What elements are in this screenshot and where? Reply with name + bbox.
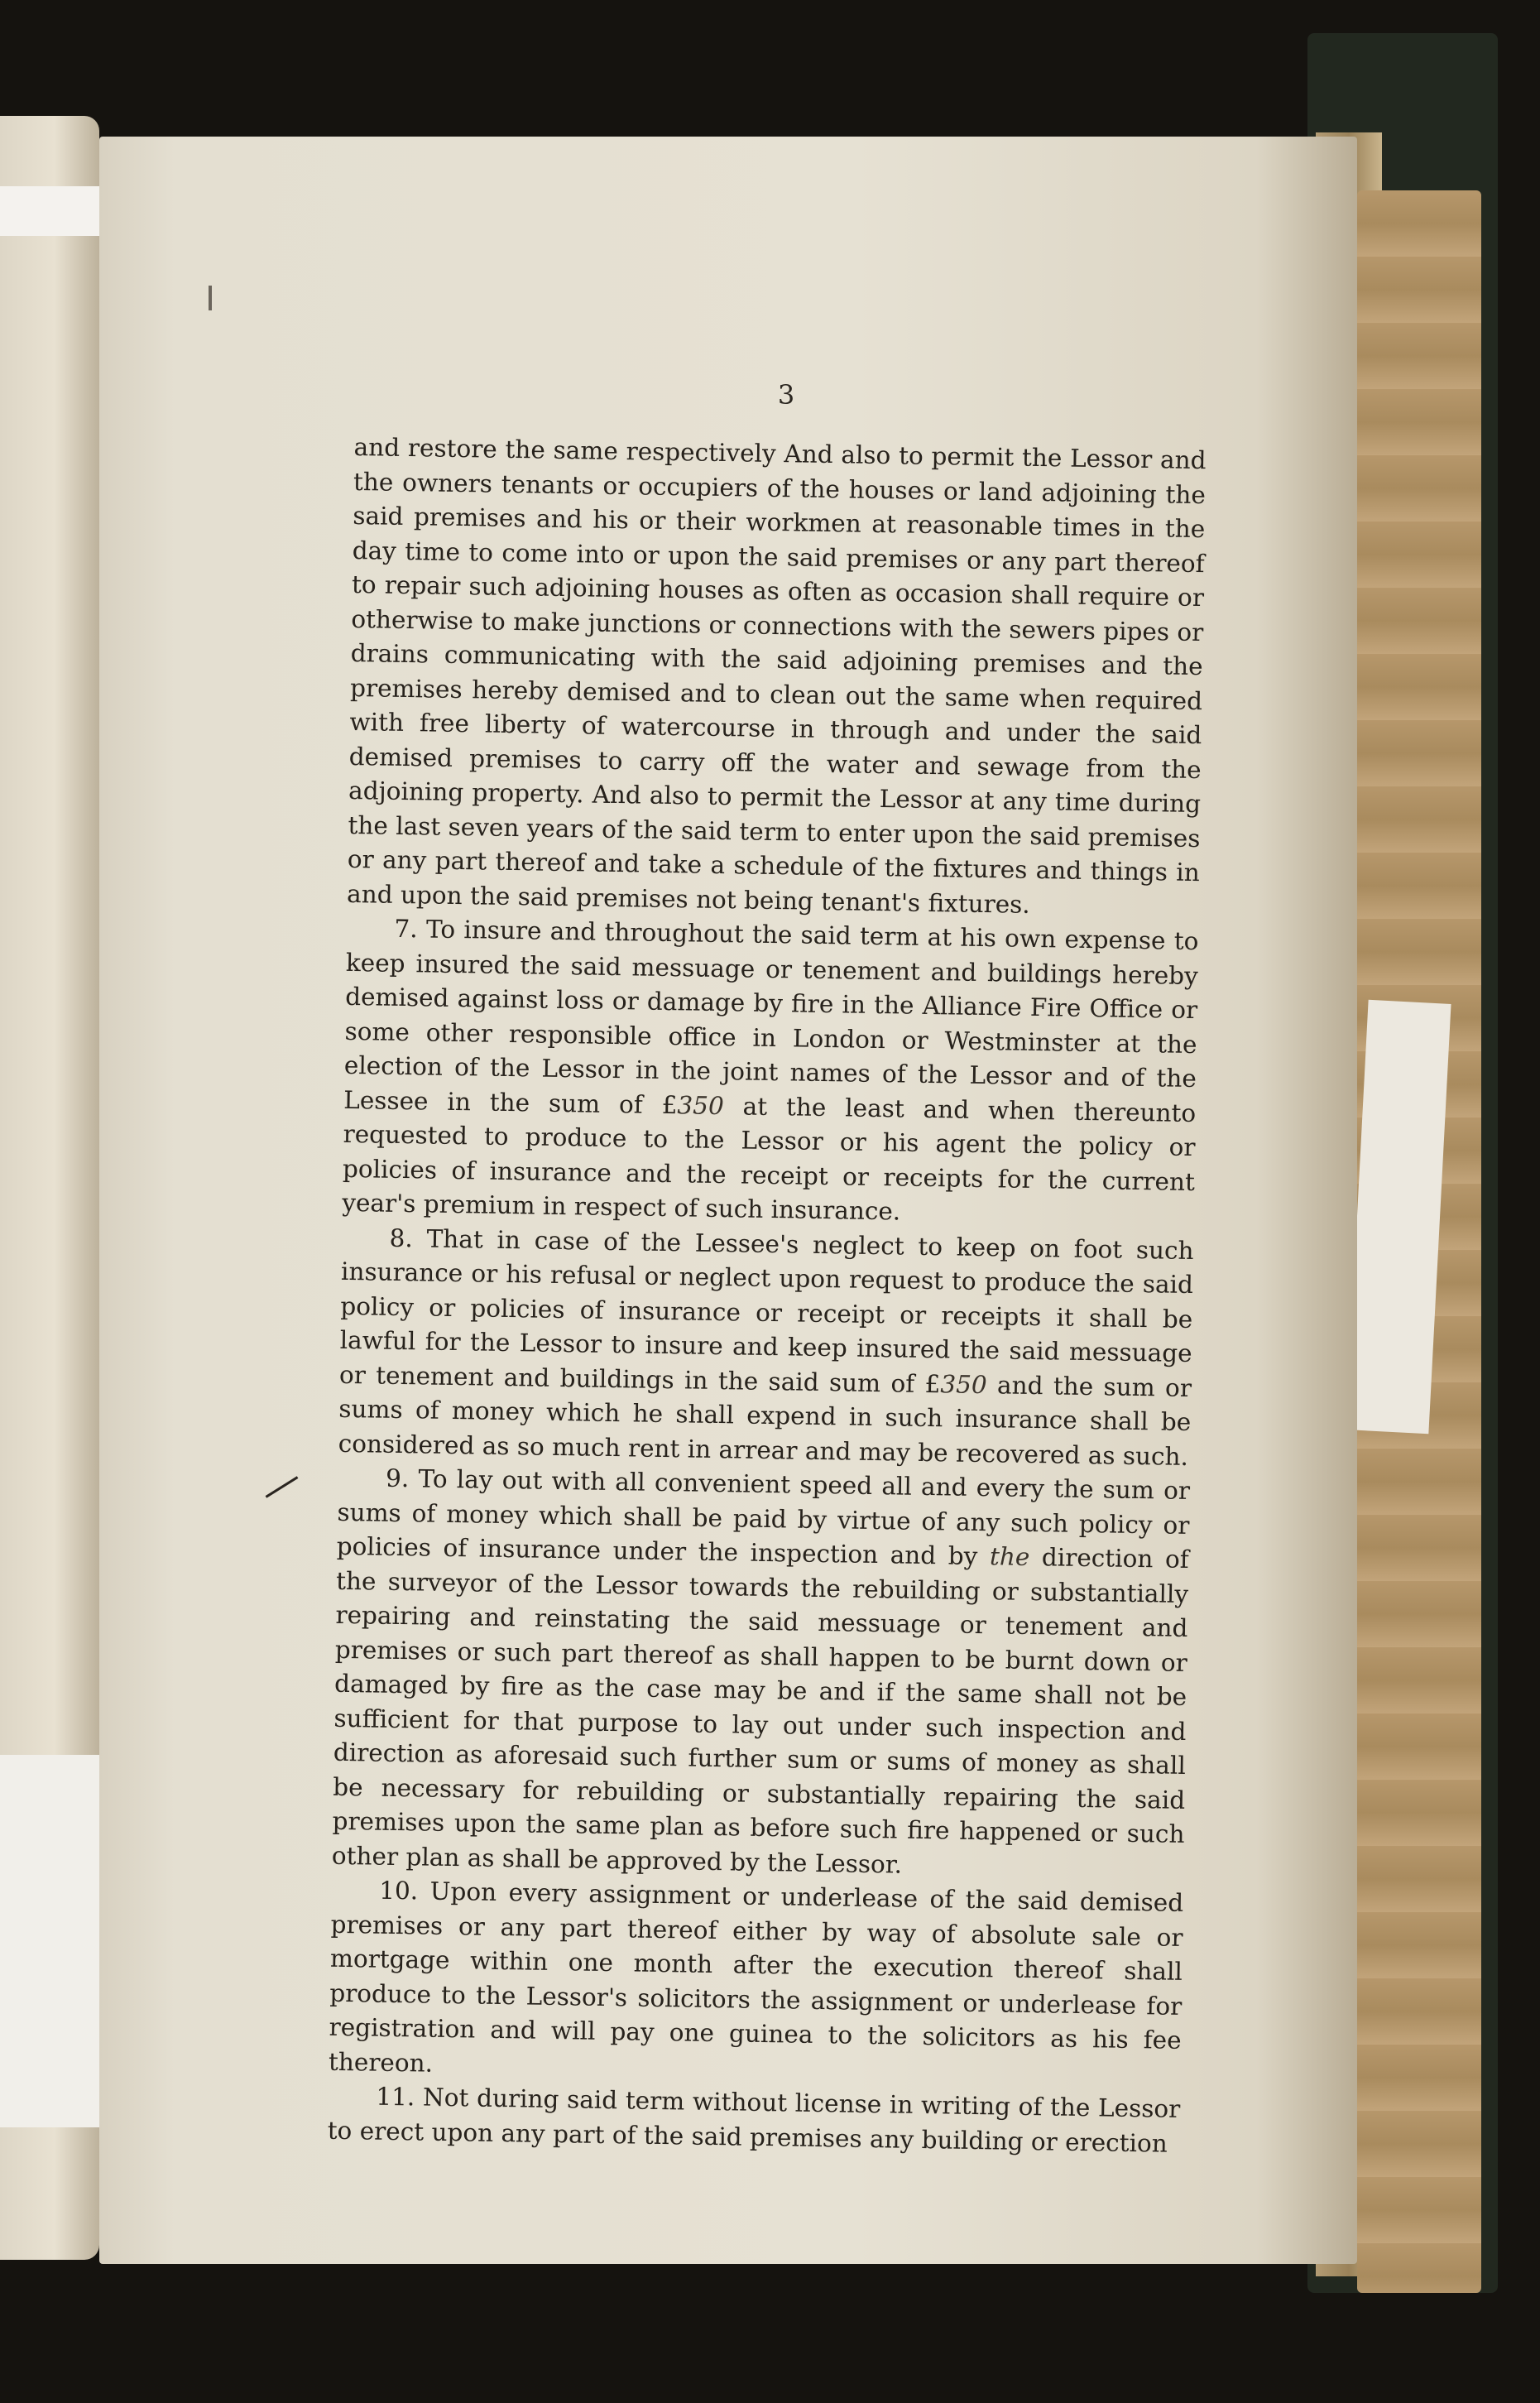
page-corner-mark [209,286,212,310]
page-number: 3 [777,379,795,411]
paragraph-10: 10. Upon every assignment or underlease of the said demised premises or any part thereof either by way of absolute sale or mortgage within one month after the execution thereof shall produce to the Lessor's solicitors the assignment or underlease for registration and will pay one guinea to the solicitors as his fee thereon. [328,1876,1184,2078]
handwritten-insertion: the [989,1542,1030,1571]
paragraph-7 [342,911,1199,1234]
handwritten-amount: 350 [677,1090,725,1120]
left-paper-tab-bottom [0,1755,103,2127]
paragraph-continued: and restore the same respectively And also to permit the Lessor and the owners tenants or occupiers of the houses or land adjoining the said premises and his or their workmen at reasonable times in the day time to come into or upon the said premises or any part thereof to repair such adjoining houses as often as occasion shall require or otherwise to make junctions or connections with the sewers pipes or drains communicating with the said adjoining premises and the premises hereby demised and to clean out the same when required with free liberty of watercourse in through and under the said demised premises to carry off the water and sewage from the adjoining property. And also to permit the Lessor at any time during the last seven years of the said term to enter upon the said premises or any part thereof and take a schedule of the fixtures and things in and upon the said premises not being tenant's fixtures. [346,432,1207,919]
paragraph-8 [338,1220,1193,1474]
paragraph-8-text-a: 8. That in case of the Lessee's neglect to keep on foot such insurance or his refusal or neglect upon request to produce the said policy or policies of insurance or receipt or receipts it shall be lawful for the Lessor to insure and keep insured the said messuage or tenement and buildings in the said sum of £ [338,1223,1194,1398]
paragraph-9 [332,1461,1191,1886]
left-paper-tab-top [0,186,103,236]
paragraph-11: 11. Not during said term without license in writing of the Lessor to erect upon any part of the said premises any building or erection [327,2082,1181,2158]
paragraph-7-text-a: 7. To insure and throughout the said term at his own expense to keep insured the said messuage or tenement and buildings hereby demised against loss or damage by fire in the Alliance Fire Office or some other responsible office in London or Westminster at the election of the Lessor in the joint names of the Lessor and of the Lessee in the sum of £ [343,914,1199,1119]
paragraph-9-text-a: 9. To lay out with all convenient speed all and every the sum or sums of money which shall be paid by virtue of any such policy or policies of insurance under the inspection and by [336,1463,1191,1571]
lease-text [327,430,1206,2161]
paragraph-8-text-b: and the sum or sums of money which he shall expend in such insurance shall be considered as so much rent in arrear and may be recovered as such. [338,1370,1192,1471]
paragraph-9-text-b: direction of the surveyor of the Lessor towards the rebuilding or substantially repairing and reinstating the said messuage or tenement and premises or such part thereof as shall happen to be burnt down or damaged by fire as the case may be and if the same shall not be sufficient for that purpose to lay out under such inspection and direction as aforesaid such further sum or sums of money as shall be necessary for rebuilding or substantially repairing the said premises upon the same plan as before such fire happened or such other plan as shall be approved by the Lessor. [331,1542,1189,1879]
paragraph-7-text-b: at the least and when thereunto requested to produce to the Lessor or his agent the policy or policies of insurance and the receipt or receipts for the current year's premium in respect of such insurance. [342,1091,1197,1226]
handwritten-amount: 350 [940,1369,987,1399]
